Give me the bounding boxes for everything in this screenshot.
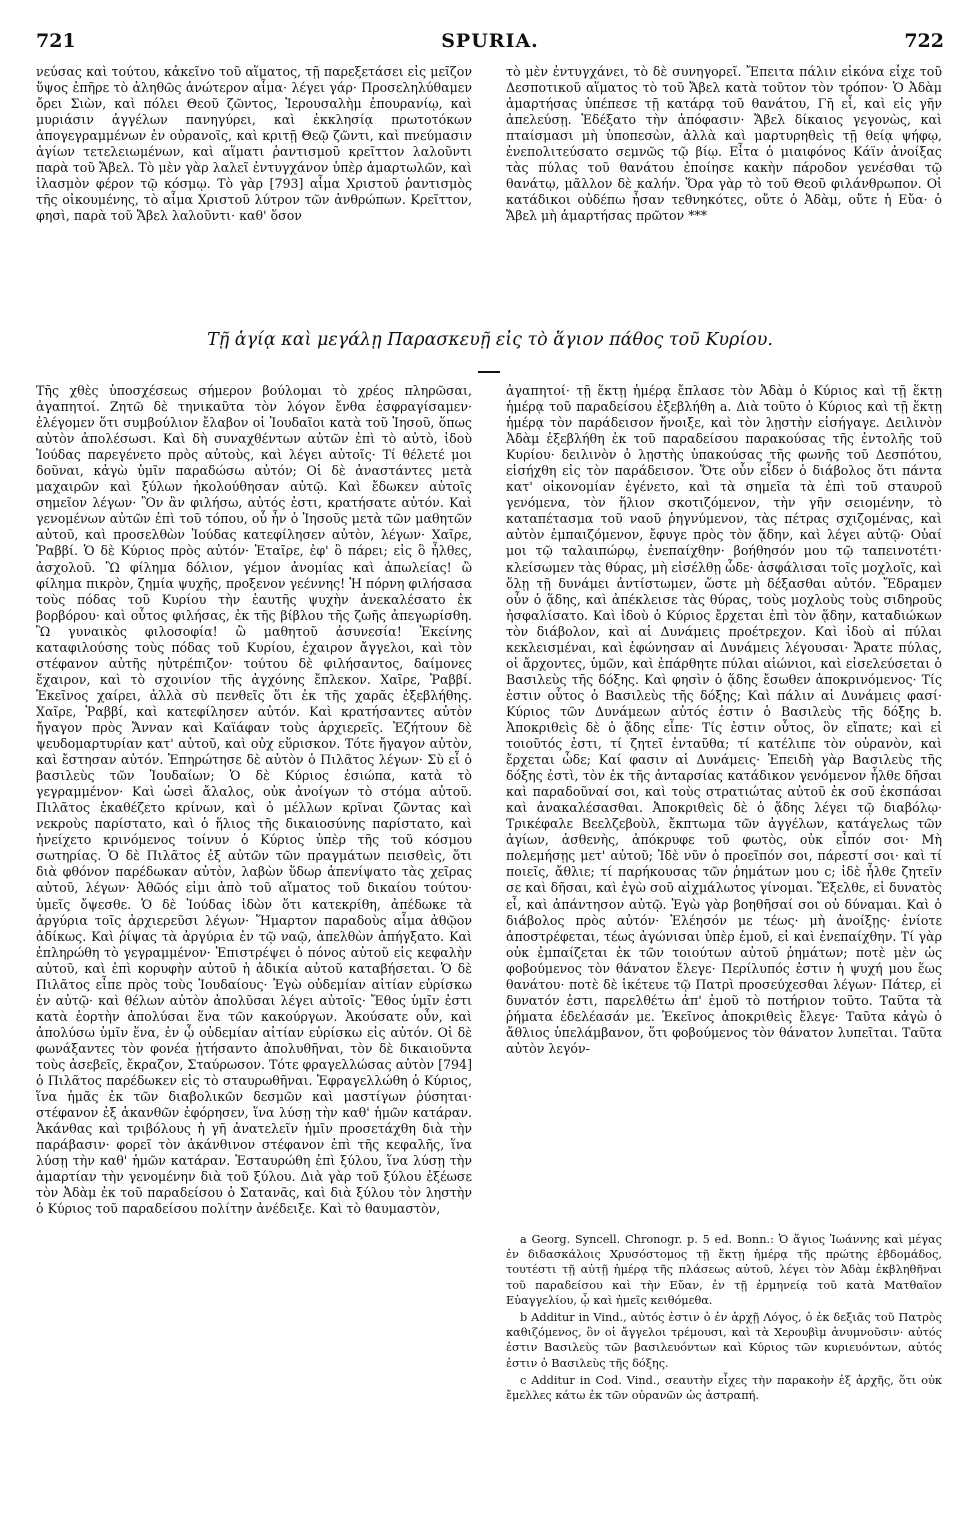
top-right-paragraph: τὸ μὲν ἐντυγχάνει, τὸ δὲ συνηγορεῖ. Ἔπειτα πάλιν εἰκόνα εἶχε τοῦ Δεσποτικοῦ αἵματος τὸ τοῦ Ἄβελ κατὰ τοῦτον τὸν τρόπον· Ὁ Ἀδὰμ ἁμαρτήσας ὑπέπεσε τῇ κατάρᾳ τοῦ θανάτου, Γῆ εἶ, καὶ εἰς γῆν ἀπελεύσῃ. Ἐδέξατο τὴν ἀπόφασιν· Ἄβελ δίκαιος γεγονὼς, καὶ πταίσμασι μὴ ὑποπεσὼν, ἀλλὰ καὶ μαρτυρηθεὶς τῇ θείᾳ ψήφῳ, ἐνεπολιτεύσατο σεμνῶς τῷ βίῳ. Εἶτα ὁ μιαιφόνος Κάϊν ἀνοίξας τὰς πύλας τοῦ θανάτου ἐποίησε κακὴν πάροδον γενέσθαι τῷ θανάτῳ, μᾶλλον δὲ καλήν. Ὅρα γὰρ τὸ τοῦ Θεοῦ φιλάνθρωπον. Οἱ κατάδικοι οὐδέπω ἦσαν τεθνηκότες, οὔτε ὁ Ἀδὰμ, οὔτε ἡ Εὔα· ὁ Ἄβελ μὴ ἁμαρτήσας πρῶτον *** <box>506 64 942 224</box>
page-number-right: 722 <box>904 30 944 52</box>
section-title: Τῇ ἁγίᾳ καὶ μεγάλῃ Παρασκευῇ εἰς τὸ ἅγιον πάθος τοῦ Κυρίου. <box>207 330 773 350</box>
footnote-a: a Georg. Syncell. Chronogr. p. 5 ed. Bonn.: Ὁ ἅγιος Ἰωάννης καὶ μέγας ἐν διδασκάλοις Χρυσόστομος τῇ ἕκτῃ ἡμέρᾳ τῆς πρώτης ἑβδομάδος, τουτέστι τῇ αὐτῇ ἡμέρᾳ τῆς πλάσεως αὐτοῦ, λέγει τὸν Ἀδὰμ ἐκβληθῆναι τοῦ παραδείσου καὶ τὴν Εὔαν, ἐν τῇ ἑρμηνείᾳ τοῦ κατὰ Ματθαῖον Εὐαγγελίου, ᾧ καὶ ἡμεῖς κειθόμεθα. <box>506 1233 942 1307</box>
top-right-column <box>506 64 942 286</box>
top-left-paragraph: νεύσας καὶ τούτου, κἀκεῖνο τοῦ αἵματος, τῇ παρεξετάσει εἰς μεῖζον ὕψος ἐπῆρε τὸ ἀληθῶς ἀνώτερον αἷμα· λέγει γάρ· Προσεληλύθαμεν ὄρει Σιὼν, καὶ πόλει Θεοῦ ζῶντος, Ἱερουσαλὴμ ἐπουρανίῳ, καὶ μυριάσιν ἀγγέλων πανηγύρει, καὶ ἐκκλησίᾳ πρωτοτόκων ἀπογεγραμμένων ἐν οὐρανοῖς, καὶ κριτῇ Θεῷ ζῶντι, καὶ πνεύμασιν ἁγίων τετελειωμένων, καὶ αἵματι ῥαντισμοῦ κρεῖττον λαλοῦντι παρὰ τοῦ Ἄβελ. Τὸ μὲν γὰρ λαλεῖ ἐντυγχάνον ὑπὲρ ἁμαρτωλῶν, καὶ ἱλασμὸν φέρον τῷ κόσμῳ. Τὸ γὰρ [793] αἷμα Χριστοῦ ῥαντισμὸς τῆς οἰκουμένης, τὸ αἷμα Χριστοῦ λύτρον τῶν ἀνθρώπων. Κρεῖττον, φησὶ, παρὰ τοῦ Ἄβελ λαλοῦντι· καθ' ὅσον <box>36 64 472 224</box>
page-number-left: 721 <box>36 30 76 52</box>
page-header <box>36 30 944 56</box>
top-left-column <box>36 64 472 286</box>
right-column-paragraph: ἀγαπητοί· τῇ ἕκτῃ ἡμέρᾳ ἔπλασε τὸν Ἀδὰμ ὁ Κύριος καὶ τῇ ἕκτῃ ἡμέρᾳ τοῦ παραδείσου ἐξεβλήθη a. Διὰ τοῦτο ὁ Κύριος καὶ τῇ ἕκτῃ ἡμέρᾳ τὸν παράδεισον ἤνοιξε, καὶ τὸν λῃστὴν εἰσήγαγε. Δειλινὸν Ἀδὰμ ἐξεβλήθη ἐκ τοῦ παραδείσου παρακούσας τῆς ἐντολῆς τοῦ Κυρίου· δειλινὸν ὁ λῃστὴς ὑπακούσας τῆς φωνῆς τοῦ Δεσπότου, εἰσήχθη εἰς τὸν παράδεισον. Ὅτε οὖν εἶδεν ὁ διάβολος ὅτι πάντα κατ' οἰκονομίαν ἐγένετο, καὶ τὰ σημεῖα τὰ ἐπὶ τοῦ σταυροῦ γενόμενα, τὸν ἥλιον σκοτιζόμενον, τὴν γῆν σειομένην, τὸ καταπέτασμα τοῦ ναοῦ ῥηγνύμενον, τὰς πέτρας σχιζομένας, καὶ αὐτὸν ἐμπαιζόμενον, ἔφυγε πρὸς τὸν ᾅδην, καὶ λέγει αὐτῷ· Οὐαί μοι τῷ ταλαιπώρῳ, ἐνεπαίχθην· βοήθησόν μου τῷ ταπεινοτέτι· κλείσωμεν τὰς θύρας, μὴ εἰσέλθῃ ὧδε· ἀσφάλισαι τοῖς μοχλοῖς, καὶ ὅλῃ τῇ δυνάμει ἀντίστωμεν, ὥστε μὴ δέξασθαι αὐτόν. Ἔδραμεν οὖν ὁ ᾅδης, καὶ ἀπέκλεισε τὰς θύρας, τοὺς μοχλοὺς τοὺς σιδηροῦς ἠσφαλίσατο. Καὶ ἰδοὺ ὁ Κύριος ἔρχεται ἐπὶ τὸν ᾅδην, καταδιώκων τὸν διάβολον, καὶ αἱ Δυνάμεις προέτρεχον. Καὶ ἰδοὺ αἱ πύλαι κεκλεισμέναι, καὶ ἐφώνησαν αἱ Δυνάμεις λέγουσαι· Ἄρατε πύλας, οἱ ἄρχοντες, ὑμῶν, καὶ ἐπάρθητε πύλαι αἰώνιοι, καὶ εἰσελεύσεται ὁ Βασιλεὺς τῆς δόξης. Καὶ φησὶν ὁ ᾅδης ἔσωθεν ἀποκρινόμενος· Τίς ἐστιν οὗτος ὁ Βασιλεὺς τῆς δόξης; Καὶ πάλιν αἱ Δυνάμεις φασί· Κύριος τῶν Δυνάμεων αὐτός ἐστιν ὁ Βασιλεὺς τῆς δόξης b. Ἀποκριθεὶς δὲ ὁ ᾅδης εἶπε· Τίς ἐστιν οὗτος, ὃν εἴπατε; καὶ εἰ τοιοῦτός ἐστι, τί ζητεῖ ἐνταῦθα; τί κατέλιπε τὸν οὐρανὸν, καὶ ἔρχεται ὧδε; Καί φασιν αἱ Δυνάμεις· Ἐπειδὴ γὰρ Βασιλεὺς τῆς δόξης ἐστὶ, τὸν ἐκ τῆς ἀνταρσίας κατάδικον γενόμενον ἦλθε δῆσαι καὶ παραδοῦναί σοι, καὶ τοὺς στρατιώτας αὐτοῦ ἐκ σοῦ ἐκσπάσαι καὶ ἀνακαλέσασθαι. Ἀποκριθεὶς δὲ ὁ ᾅδης λέγει τῷ διαβόλῳ· Τρικέφαλε Βεελζεβοὺλ, ἔκπτωμα τῶν ἀγγέλων, κατάγελως τῶν ἁγίων, ἀσθενὴς, ἀπόκρυφε τοῦ φωτὸς, οὐκ εἶπόν σοι· Μὴ πολεμήσῃς μετ' αὐτοῦ; Ἰδὲ νῦν ὁ προεῖπόν σοι, πάρεστί σοι· καὶ τί ποιεῖς, ἄθλιε; τί παρήκουσας τῶν ῥημάτων μου c; ἰδὲ ἦλθε ζητεῖν σε καὶ δῆσαι, καὶ ἐγὼ σοῦ αἰχμάλωτος γίνομαι. Ἔξελθε, εἰ δυνατὸς εἶ, καὶ ἀπάντησον αὐτῷ. Ἐγὼ γὰρ βοηθῆσαί σοι οὐ δύναμαι. Καὶ ὁ διάβολος πρὸς αὐτόν· Ἐλέησόν με τέως· μὴ ἀνοίξῃς· ἐνίοτε ἀποστρέφεται, τέως ἀγώνισαι ὑπὲρ ἐμοῦ, εἰ καὶ ἐνεπαίχθην. Τί γὰρ οὐκ ἐμπαίζεται ἐκ τῶν τοιούτων αὐτοῦ ῥημάτων; ποτὲ μὲν ὡς φοβούμενος τὸν θάνατον ἔλεγε· Περίλυπός ἐστιν ἡ ψυχή μου ἕως θανάτου· ποτὲ δὲ ἱκέτευε τῷ Πατρὶ προσεύχεσθαι λέγων· Πάτερ, εἰ δυνατόν ἐστι, παρελθέτω ἀπ' ἐμοῦ τὸ ποτήριον τοῦτο. Ταῦτα τὰ ῥήματα ἐδελέασάν με. Ἐκεῖνος ἀποκριθεὶς ἔλεγε· Ταῦτα κἀγὼ ὁ ἄθλιος ὑπελάμβανον, ὅτι φοβούμενος τὸν θάνατον λυπεῖται. Ταῦτα αὐτὸν λεγόν- <box>506 383 942 1056</box>
left-column <box>36 383 472 1523</box>
footnotes <box>506 1232 942 1522</box>
right-column <box>506 383 942 1223</box>
title-rule <box>478 371 500 373</box>
running-title: SPURIA. <box>441 30 539 52</box>
left-column-paragraph: Τῆς χθὲς ὑποσχέσεως σήμερον βούλομαι τὸ χρέος πληρῶσαι, ἀγαπητοί. Ζητῶ δὲ τηνικαῦτα τὸν λόγον ἔνθα ἐσφραγίσαμεν· ἐλέγομεν ὅτι συμβούλιον ἔλαβον οἱ Ἰουδαῖοι κατὰ τοῦ Ἰησοῦ, ὅπως αὐτὸν ἀπολέσωσι. Καὶ δὴ συναχθέντων αὐτῶν ἐπὶ τὸ αὐτὸ, ἰδοὺ Ἰούδας παρεγένετο πρὸς αὐτοὺς, καὶ λέγει αὐτοῖς· Τί θέλετέ μοι δοῦναι, κἀγὼ ὑμῖν παραδώσω αὐτόν; Οἱ δὲ ἀναστάντες μετὰ μαχαιρῶν καὶ ξύλων ἠκολούθησαν αὐτῷ. Καὶ ἔδωκεν αὐτοῖς σημεῖον λέγων· Ὃν ἂν φιλήσω, αὐτός ἐστι, κρατήσατε αὐτόν. Καὶ γενομένων αὐτῶν ἐπὶ τοῦ τόπου, οὗ ἦν ὁ Ἰησοῦς μετὰ τῶν μαθητῶν αὐτοῦ, καὶ προσελθὼν Ἰούδας κατεφίλησεν αὐτὸν, λέγων· Χαῖρε, Ῥαββί. Ὁ δὲ Κύριος πρὸς αὐτόν· Ἑταῖρε, ἐφ' ὃ πάρει; εἰς ὃ ἦλθες, ἀσχολοῦ. Ὢ φίλημα δόλιον, γέμον ἀνομίας καὶ ἀπωλείας! ὢ φίλημα πικρὸν, ζημία ψυχῆς, προξενον γεέννης! Ἡ πόρνη φιλήσασα τοὺς πόδας τοῦ Κυρίου τὴν ἑαυτῆς ψυχὴν ἀνεκαλέσατο ἐκ βορβόρου· καὶ οὗτος φιλήσας, ἐκ τῆς βίβλου τῆς ζωῆς ἀπεγωρίσθη. Ὢ γυναικὸς φιλοσοφία! ὢ μαθητοῦ ἀσυνεσία! Ἐκείνης καταφιλούσης τοὺς πόδας τοῦ Κυρίου, ἐχαιρον ἄγγελοι, καὶ τὸν στέφανον αὐτῆς ηὐτρέπιζον· τούτου δὲ φιλήσαντος, δαίμονες ἔχαιρον, καὶ τὸ σχοινίον τῆς ἀγχόνης ἔπλεκον. Χαῖρε, Ῥαββί. Ἐκεῖνος χαίρει, ἀλλὰ σὺ πενθεῖς ὅτι ἐκ τῆς χαρᾶς ἐξεβλήθης. Χαῖρε, Ῥαββί, καὶ κατεφίλησεν αὐτόν. Καὶ κρατήσαντες αὐτὸν ἤγαγον πρὸς Ἄνναν καὶ Καϊάφαν τοὺς ἀρχιερεῖς. Ἐζήτουν δὲ ψευδομαρτυρίαν κατ' αὐτοῦ, καὶ οὐχ εὕρισκον. Τότε ἤγαγον αὐτὸν, καὶ ἔστησαν αὐτόν. Ἐπηρώτησε δὲ αὐτὸν ὁ Πιλᾶτος λέγων· Σὺ εἶ ὁ βασιλεὺς τῶν Ἰουδαίων; Ὁ δὲ Κύριος ἐσιώπα, κατὰ τὸ γεγραμμένον· Καὶ ὡσεὶ ἄλαλος, οὐκ ἀνοίγων τὸ στόμα αὐτοῦ. Πιλᾶτος ἐκαθέζετο κρίνων, καὶ ὁ μέλλων κρῖναι ζῶντας καὶ νεκροὺς παρίστατο, καὶ ὁ ἥλιος τῆς δικαιοσύνης παρίστατο, καὶ ἠνείχετο κρινόμενος τοίνυν ὁ Κύριος ὑπὲρ τῆς τοῦ κόσμου σωτηρίας. Ὁ δὲ Πιλᾶτος ἐξ αὐτῶν τῶν πραγμάτων πεισθεὶς, ὅτι διὰ φθόνον παρέδωκαν αὐτὸν, λαβὼν ὕδωρ ἀπενίψατο τὰς χεῖρας αὐτοῦ, λέγων· Ἀθῶός εἰμι ἀπὸ τοῦ αἵματος τοῦ δικαίου τούτου· ὑμεῖς ὄψεσθε. Ὁ δὲ Ἰούδας ἰδὼν ὅτι κατεκρίθη, ἀπέδωκε τὰ ἀργύρια τοῖς ἀρχιερεῦσι λέγων· Ἥμαρτον παραδοὺς αἷμα ἀθῷον ἀδίκως. Καὶ ῥίψας τὰ ἀργύρια ἐν τῷ ναῷ, ἀπελθὼν ἀπήγξατο. Καὶ ἐπληρώθη τὸ γεγραμμένον· Ἐπιστρέψει ὁ πόνος αὐτοῦ εἰς κεφαλὴν αὐτοῦ, καὶ ἐπὶ κορυφὴν αὐτοῦ ἡ ἀδικία αὐτοῦ καταβήσεται. Ὁ δὲ Πιλᾶτος εἶπε πρὸς τοὺς Ἰουδαίους· Ἐγὼ οὐδεμίαν αἰτίαν εὑρίσκω ἐν αὐτῷ· καὶ θέλων αὐτὸν ἀπολῦσαι λέγει αὐτοῖς· Ἔθος ὑμῖν ἐστι κατὰ ἑορτὴν ἀπολύσαι ἕνα τῶν κακούργων. Ἀκούσατε οὖν, καὶ ἀπολύσω ὑμῖν ἕνα, ἐν ᾧ οὐδεμίαν αἰτίαν εὑρίσκω εἰς αὐτόν. Οἱ δὲ φωνάξαντες τὸν φονέα ᾐτήσαντο ἀπολυθῆναι, τὸν δὲ δικαιοῦντα τοὺς ἀσεβεῖς, ἔκραζον, Σταύρωσον. Τότε φραγελλώσας αὐτὸν [794] ὁ Πιλᾶτος παρέδωκεν εἰς τὸ σταυρωθῆναι. Ἐφραγελλώθη ὁ Κύριος, ἵνα ἡμᾶς ἐκ τῶν διαβολικῶν δεσμῶν καὶ μαστίγων ῥύσηται· στέφανον ἐξ ἀκανθῶν ἐφόρησεν, ἵνα λύσῃ τὴν καθ' ἡμῶν κατάραν. Ἀκάνθας καὶ τριβόλους ἡ γῆ ἀνατελεῖν ἡμῖν προσετάχθη διὰ τὴν παράβασιν· φορεῖ τὸν ἀκάνθινον στέφανον ἐπὶ τῆς κεφαλῆς, ἵνα λύσῃ τὴν καθ' ἡμῶν κατάραν. Ἐσταυρώθη ἐπὶ ξύλου, ἵνα λύσῃ τὴν ἁμαρτίαν τὴν γενομένην διὰ τοῦ ξύλου. Διὰ γὰρ τοῦ ξύλου ἐξέωσε τὸν Ἀδὰμ ἐκ τοῦ παραδείσου ὁ Σατανᾶς, καὶ διὰ ξύλου τὸν ληστὴν ὁ Κύριος τοῦ παραδείσου πολίτην ἀνέδειξε. Καὶ τὸ θαυμαστὸν, <box>36 383 472 1217</box>
footnote-c: c Additur in Cod. Vind., σεαυτὴν εἶχες τὴν παρακοὴν ἐξ ἀρχῆς, ὅτι οὐκ ἔμελλες κάτω ἐκ τῶν οὐρανῶν ὡς ἀστραπή. <box>506 1373 942 1403</box>
footnote-b: b Additur in Vind., αὐτός ἐστιν ὁ ἐν ἀρχῇ Λόγος, ὁ ἐκ δεξιᾶς τοῦ Πατρὸς καθιζόμενος, ὃν οἱ ἄγγελοι τρέμουσι, καὶ τὰ Χερουβὶμ ἀνυμνοῦσιν· αὐτός ἐστιν Βασιλεὺς τῶν βασιλευόντων καὶ Κύριος τῶν κυριευόντων, αὐτός ἐστιν ὁ Βασιλεὺς τῆς δόξης. <box>506 1311 942 1370</box>
